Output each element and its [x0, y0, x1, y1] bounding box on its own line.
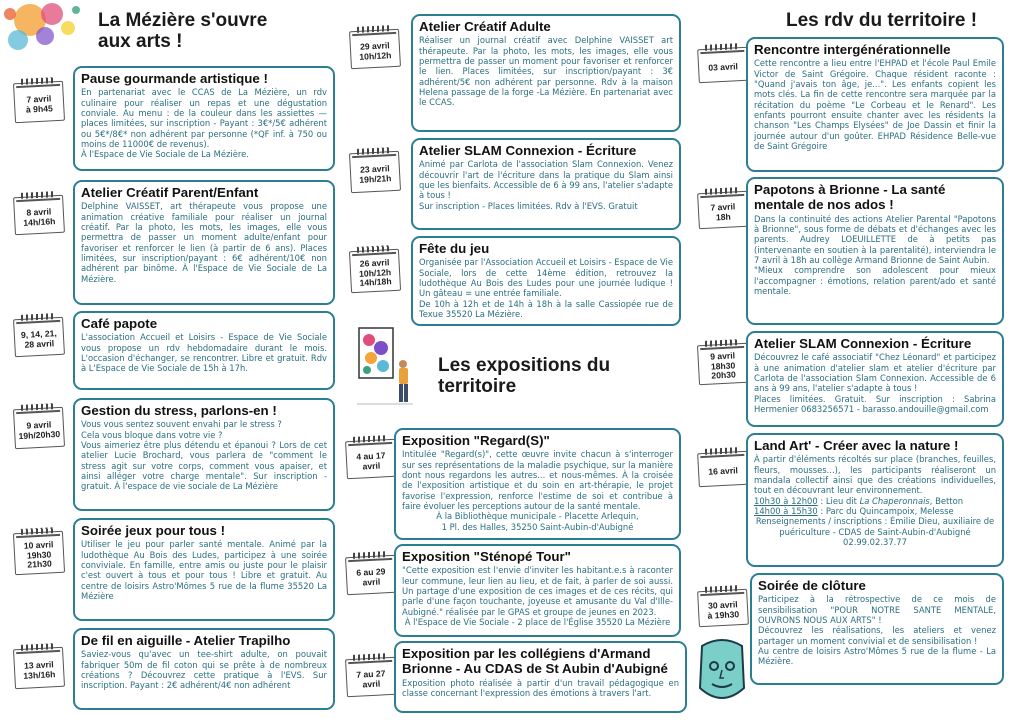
- event-card-cafe-papote: [73, 311, 335, 390]
- event-location: À la Bibliothèque municipale - Placette Arlequin, 1 Pl. des Halles, 35250 Saint-Aubin-d'Aubigné: [436, 511, 639, 532]
- event-description: Dans la continuité des actions Atelier Parental "Papotons à Brionne", sous forme de débats et d'échanges avec les parents. Audrey LOEUILLETTE de à petits pas (intervenante en soutien à la parentalité), interviendra le 7 avril à 18h au collège Armand Brionne de Saint Aubin. "Mieux comprendre son adolescent pour mieux l'accompagner : émotions, relation parent/ado et santé mentale.: [754, 213, 996, 296]
- expo-card-stenope-tour: [394, 544, 681, 637]
- event-location: À l'Espace de Vie Sociale - 2 place de l'Église 35520 La Mézière: [404, 616, 671, 627]
- event-card-fil-en-aiguille: [73, 628, 335, 710]
- paint-splash-icon: [0, 0, 100, 62]
- event-description: Intitulée "Regard(s)", cette œuvre invite chacun à s'interroger sur ses représentations de la maladie psychique, sur la manière dont nous regardons les autres... et nous-mêmes. À la croisée de l'exposition artistique et du soin en art-thérapie, le projet favorise l'expression, renforce l'estime de soi et contribue à faire évoluer les perceptions autour de la santé mentale.: [402, 449, 673, 511]
- event-description: Exposition photo réalisée à partir d'un travail pédagogique en classe concernant l'expression des émotions à travers l'art.: [402, 677, 679, 698]
- event-card-pause-gourmande: [73, 66, 335, 171]
- event-card-soiree-cloture: [750, 573, 1004, 685]
- event-time: 14h00 à 15h30: [754, 505, 818, 516]
- calendar-date-icon: 7 au 27 avril: [345, 657, 397, 698]
- event-description: Utiliser le jeu pour parler santé mentale. Animé par la ludothèque Au Bois des Ludes, participez à une soirée conviviale. En famille, entre amis ou juste pour le plaisir c'est ouvert à tous et pour tous ! Libre et gratuit. Au centre de loisirs Astro'Mômes 5 rue de la flume 35520 La Mézière: [81, 539, 327, 601]
- event-description: Vous vous sentez souvent envahi par le stress ? Cela vous bloque dans votre vie ? Vous aimeriez être plus détendu et épanoui ? Lors de cet atelier Lucie Brochard, vous parlera de "comment le stress agit sur votre corps, comment vous apaiser, et ainsi alléger votre charge mentale". Sur inscription - gratuit. À l'espace de vie sociale de La Mézière: [81, 419, 327, 492]
- event-place-text: : Parc du Quincampoix, Melesse: [817, 505, 954, 516]
- expo-card-collegiens: [394, 641, 687, 713]
- event-title: Gestion du stress, parlons-en !: [81, 403, 277, 418]
- event-contact: Renseignements / inscriptions : Émilie Dieu, auxiliaire de puériculture - CDAS de Saint-Aubin-d'Aubigné 02.99.02.37.77: [755, 516, 995, 547]
- event-card-fete-du-jeu: [411, 236, 681, 326]
- calendar-date-icon: 13 avril 13h/16h: [13, 647, 65, 690]
- event-description: Animé par Carlota de l'association Slam Connexion. Venez découvrir l'art de l'écriture dans la pratique du Slam ainsi que les bienfaits. Accessible de 6 à 99 ans, l'atelier s'adapte à tous ! Sur inscription - Places limitées. Rdv à l'EVS. Gratuit: [419, 159, 673, 211]
- event-title: Atelier SLAM Connexion - Écriture: [754, 336, 972, 351]
- calendar-date-icon: 23 avril 19h/21h: [349, 151, 401, 194]
- event-title: Soirée jeux pour tous !: [81, 523, 226, 538]
- section-title-la-meziere: La Mézière s'ouvre aux arts !: [98, 10, 268, 53]
- calendar-date-icon: 9, 14, 21, 28 avril: [13, 317, 65, 358]
- event-place-text: : Lieu dit: [817, 495, 860, 506]
- event-card-soiree-jeux: [73, 518, 335, 621]
- event-title: Exposition "Sténopé Tour": [402, 549, 571, 564]
- expo-card-regards: [394, 428, 681, 540]
- calendar-date-icon: 29 avril 10h/12h: [349, 29, 401, 70]
- event-schedule-line-1: [754, 496, 996, 506]
- event-title: Rencontre intergénérationnelle: [754, 42, 951, 57]
- event-card-rencontre-intergenerationnelle: [746, 37, 1004, 172]
- event-title: Land Art' - Créer avec la nature !: [754, 438, 959, 453]
- calendar-date-icon: 6 au 29 avril: [345, 555, 397, 596]
- event-title: Atelier SLAM Connexion - Écriture: [419, 143, 637, 158]
- event-description: Delphine VAISSET, art thérapeute vous propose une animation créative familiale pour réaliser un journal créatif. Par la photo, les mots, les images, elle vous permettra de passer un moment adulte/enfant pour favoriser et renforcer le lien (à partir de 6 ans). Places limitées, sur inscription/payant : 6€ adhérent/10€ non adhérent par binôme. À l'Espace de Vie Sociale de La Mézière.: [81, 201, 327, 284]
- event-description: Saviez-vous qu'avec un tee-shirt adulte, on pouvait fabriquer 50m de fil coton qui se prête à de nombreux créations ? Découvrez cette pratique à l'EVS. Sur inscription. Payant : 2€ adhérent/4€ non adhérent: [81, 649, 327, 691]
- event-description: Participez à la rétrospective de ce mois de sensibilisation "POUR NOTRE SANTE MENTALE, OUVRONS NOUS AUX ARTS" ! Découvrez les réalisations, les ateliers et venez partager un moment convivial et de sensibilisation ! Au centre de loisirs Astro'Mômes 5 rue de la flume - La Mézière.: [758, 594, 996, 667]
- calendar-date-icon: 9 avril 19h/20h30: [13, 407, 65, 450]
- event-title: Exposition par les collégiens d'Armand Brionne - Au CDAS de St Aubin d'Aubigné: [402, 646, 668, 677]
- calendar-date-icon: 10 avril 19h30 21h30: [13, 531, 65, 576]
- calendar-date-icon: 7 avril à 9h45: [13, 81, 65, 124]
- event-title: Atelier Créatif Parent/Enfant: [81, 185, 259, 200]
- event-card-papotons-brionne: [746, 177, 1004, 325]
- event-title: Soirée de clôture: [758, 578, 866, 593]
- event-description: À partir d'éléments récoltés sur place (branches, feuilles, fleurs, mousses...), les participants réaliseront un mandala collectif ainsi que des créations individuelles, tout en découvrant leur environnement.: [754, 454, 996, 496]
- calendar-date-icon: 9 avril 18h30 20h30: [697, 343, 749, 386]
- event-description: Organisée par l'Association Accueil et Loisirs - Espace de Vie Sociale, lors de cette 14ème édition, retrouvez la ludothèque Au Bois des Ludes pour une journée ludique ! Un gâteau = une entrée familiale. De 10h à 12h et de 14h à 18h à la salle Cassiopée rue de Texue 35520 La Mézière.: [419, 257, 673, 319]
- event-title: Atelier Créatif Adulte: [419, 19, 551, 34]
- calendar-date-icon: 30 avril à 19h30: [697, 589, 749, 628]
- event-title: De fil en aiguille - Atelier Trapilho: [81, 633, 291, 648]
- event-description: "Cette exposition est l'envie d'inviter les habitant.e.s à raconter leur commune, leur lien au lieu, et de fait, à parler de soi aussi. Un partage d'une exposition de ces images et de ces récits, qui parle d'une façon touchante, joyeuse et amusante du Val d'Ille-Aubigné." réalisée par le GPAS et groupe de jeunes en 2023.: [402, 565, 673, 617]
- calendar-date-icon: 26 avril 10h/12h 14h/18h: [349, 249, 401, 294]
- event-card-slam-chez-leonard: [746, 331, 1004, 427]
- event-description: L'association Accueil et Loisirs - Espace de Vie Sociale vous propose un rdv hebdomadaire durant le mois. L'occasion d'échanger, se rencontrer. Libre et gratuit. Rdv à L'Espace de Vie Sociale de 15h à 17h.: [81, 332, 327, 374]
- event-card-land-art: [746, 433, 1004, 567]
- calendar-date-icon: 03 avril: [697, 47, 749, 84]
- event-description: Cette rencontre a lieu entre l'EHPAD et l'école Paul Emile Victor de Saint Grégoire. Chaque résident raconte : "Quand j'avais ton âge, je...". Les enfants copient les mots clés. La fin de cette rencontre sera marquée par la récitation du poème "Le Corbeau et le Renard". Les enfants pourront ensuite chanter avec les résidents la chanson "Les Champs Elysées" de Joe Dassin et finir la journée autour d'un goûter. EHPAD Résidence Belle-vue de Saint Grégoire: [754, 58, 996, 151]
- event-title: Fête du jeu: [419, 241, 490, 256]
- section-title-rdv-territoire: Les rdv du territoire !: [786, 10, 978, 31]
- event-title: Papotons à Brionne - La santé mentale de nos ados !: [754, 182, 946, 213]
- event-card-atelier-parent-enfant: [73, 180, 335, 305]
- event-description: En partenariat avec le CCAS de La Mézière, un rdv culinaire pour réaliser un repas et une dégustation conviale. Au menu : de la couleur dans les assiettes — places limitées, sur inscription - Payant : 3€*/5€ adhérent ou 5€*/8€* non adhérent par personne (*QF inf. à 750 ou moins de 11000€ de revenus). À l'Espace de Vie Sociale de La Mézière.: [81, 87, 327, 160]
- calendar-date-icon: 7 avril 18h: [697, 191, 749, 230]
- calendar-date-icon: 8 avril 14h/16h: [13, 195, 65, 236]
- event-card-gestion-stress: [73, 398, 335, 511]
- event-title: Café papote: [81, 316, 158, 331]
- event-schedule-line-2: [754, 506, 996, 516]
- event-description: Découvrez le café associatif "Chez Léonard" et participez à une animation d'atelier slam et atelier d'écriture par Carlota de l'association Slam Connexion. Accessible de 6 ans à 99 ans, l'atelier s'adapte à tous ! Places limitées. Gratuit. Sur inscription : Sabrina Hermenier 0683256571 - barasso.andouille@gmail.com: [754, 352, 996, 414]
- section-title-expositions: Les expositions du territoire: [438, 355, 611, 398]
- event-time: 10h30 à 12h00: [754, 495, 818, 506]
- event-place-text: , Betton: [929, 495, 964, 506]
- painting-viewer-illustration: [357, 326, 413, 406]
- calendar-date-icon: 16 avril: [697, 451, 749, 488]
- event-card-atelier-creatif-adulte: [411, 14, 681, 132]
- event-place-name: La Chaperonnais: [859, 495, 930, 506]
- event-title: Pause gourmande artistique !: [81, 71, 268, 86]
- event-title: Exposition "Regard(S)": [402, 433, 550, 448]
- face-drawing-icon: [690, 636, 754, 712]
- calendar-date-icon: 4 au 17 avril: [345, 439, 397, 480]
- event-card-slam-connexion: [411, 138, 681, 230]
- event-description: Réaliser un journal créatif avec Delphine VAISSET art thérapeute. Par la photo, les mots, les images, elle vous permettra de passer un moment pour favoriser et renforcer le lien. Places limitées, sur inscription/payant : 3€ adhérent/5€ non adhérent par personne. Rdv à la maison Helena passage de la forge -La Mézière. En partenariat avec le CCAS.: [419, 35, 673, 108]
